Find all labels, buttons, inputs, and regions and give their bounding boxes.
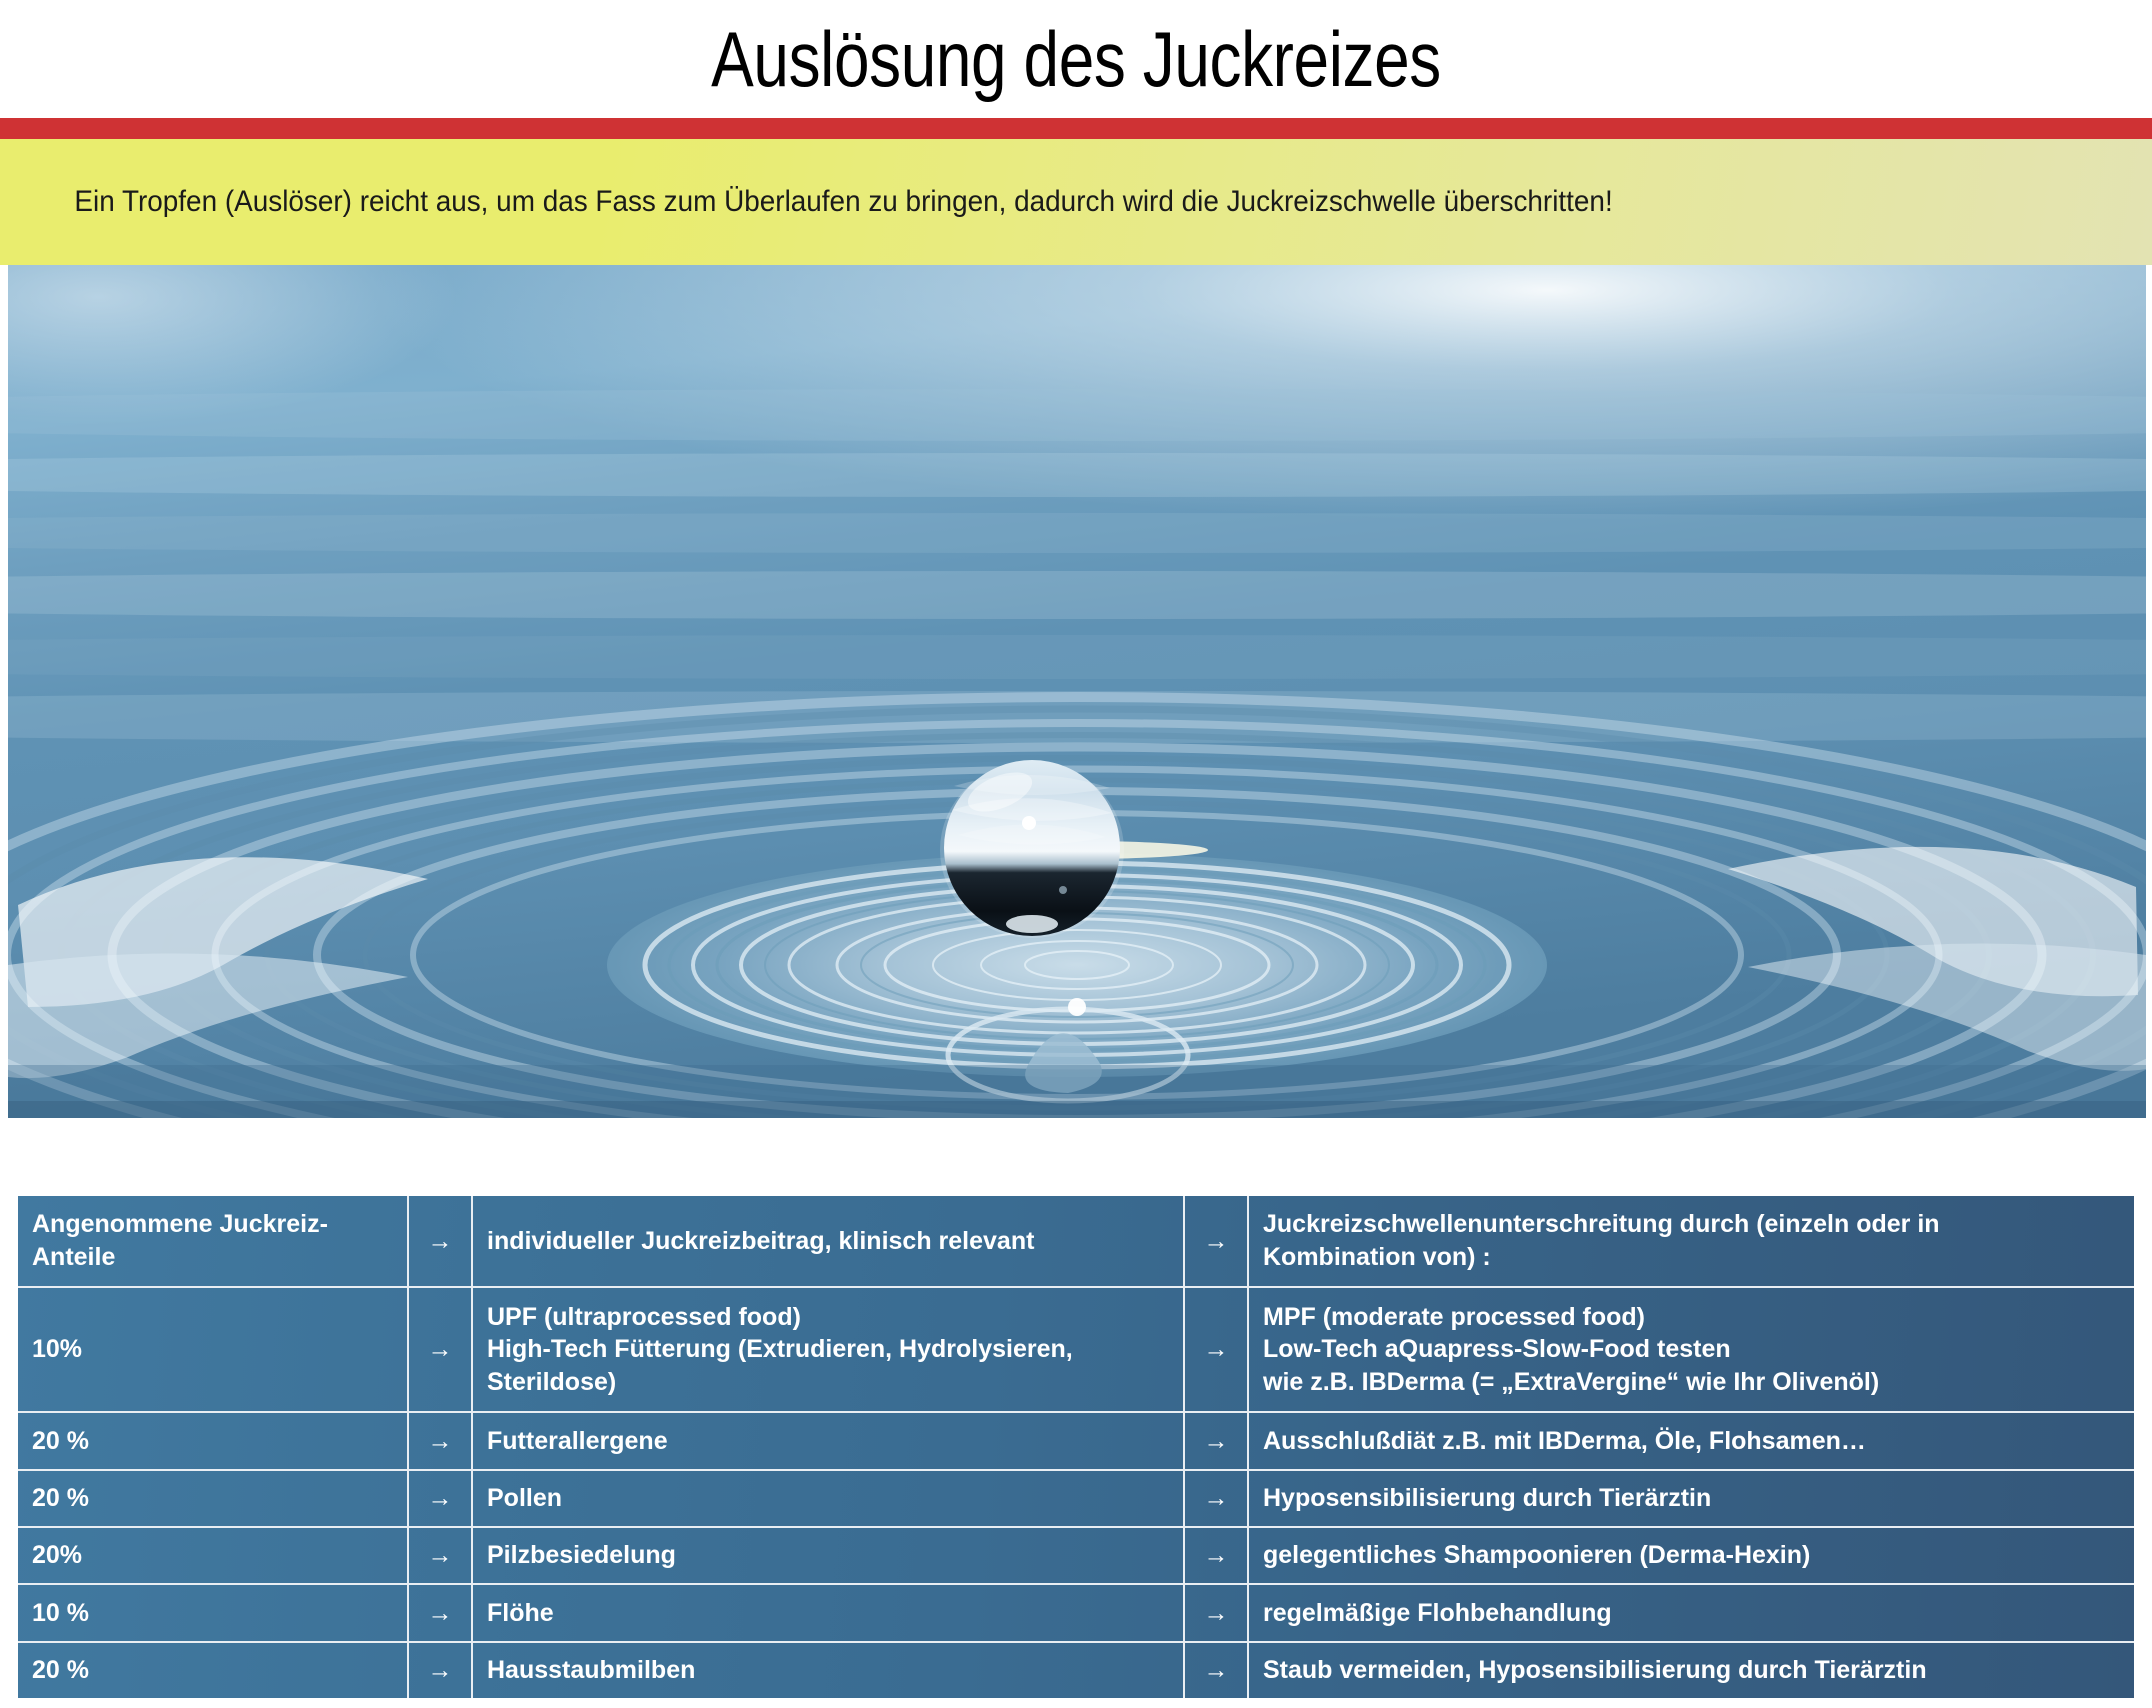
header-cell-share: Angenommene Juckreiz-Anteile: [18, 1196, 408, 1287]
page-title: Auslösung des Juckreizes: [711, 15, 1441, 103]
cell-remedy: Ausschlußdiät z.B. mit IBDerma, Öle, Flohsamen…: [1248, 1412, 2134, 1469]
table-row: [18, 1527, 2134, 1584]
arrow-icon: →: [408, 1642, 472, 1698]
cell-remedy: Staub vermeiden, Hyposensibilisierung durch Tierärztin: [1263, 1656, 1927, 1685]
cell-cause: Flöhe: [472, 1584, 1184, 1641]
cause-line: Sterildose): [487, 1367, 617, 1396]
arrow-icon: →: [1184, 1642, 1248, 1698]
remedy-line: Low-Tech aQuapress-Slow-Food testen: [1263, 1335, 1731, 1364]
itch-trigger-table: [18, 1196, 2134, 1698]
cell-remedy: Hyposensibilisierung durch Tierärztin: [1248, 1470, 2134, 1527]
table-row: [18, 1287, 2134, 1413]
cell-share: 20 %: [18, 1470, 408, 1527]
arrow-icon: →: [1184, 1287, 1248, 1413]
table-row: [18, 1642, 2134, 1698]
arrow-icon: →: [1184, 1196, 1248, 1287]
arrow-icon: →: [1184, 1412, 1248, 1469]
cell-share: 20 %: [18, 1412, 408, 1469]
cell-share: 20%: [18, 1527, 408, 1584]
cell-cause: [472, 1287, 1184, 1413]
arrow-icon: →: [408, 1527, 472, 1584]
arrow-icon: →: [408, 1470, 472, 1527]
header-remedy-line-1: Juckreizschwellenunterschreitung durch (einzeln oder in: [1263, 1210, 1940, 1239]
table-row: [18, 1470, 2134, 1527]
arrow-icon: →: [408, 1196, 472, 1287]
cell-remedy: [1248, 1287, 2134, 1413]
arrow-icon: →: [408, 1584, 472, 1641]
cell-share: 20 %: [18, 1642, 408, 1698]
cell-share: 10%: [18, 1287, 408, 1413]
table-body: [18, 1196, 2134, 1698]
arrow-icon: →: [1184, 1470, 1248, 1527]
cell-share: 10 %: [18, 1584, 408, 1641]
arrow-icon: →: [408, 1287, 472, 1413]
water-drop-illustration: [8, 265, 2146, 1118]
cell-cause: Pollen: [472, 1470, 1184, 1527]
remedy-line: MPF (moderate processed food): [1263, 1302, 1645, 1331]
cell-cause: Futterallergene: [472, 1412, 1184, 1469]
header-cell-remedy: [1248, 1196, 2134, 1287]
cell-remedy: gelegentliches Shampoonieren (Derma-Hexin): [1248, 1527, 2134, 1584]
subtitle-band: [0, 139, 2152, 265]
cause-line: High-Tech Fütterung (Extrudieren, Hydrolysieren,: [487, 1335, 1073, 1364]
cell-cause: Pilzbesiedelung: [472, 1527, 1184, 1584]
cell-cause: Hausstaubmilben: [472, 1642, 1184, 1698]
table: [18, 1196, 2134, 1698]
arrow-icon: →: [1184, 1527, 1248, 1584]
arrow-icon: →: [1184, 1584, 1248, 1641]
remedy-line: wie z.B. IBDerma (= „ExtraVergine“ wie Ihr Olivenöl): [1263, 1367, 1880, 1396]
arrow-icon: →: [408, 1412, 472, 1469]
subtitle-text: Ein Tropfen (Auslöser) reicht aus, um das Fass zum Überlaufen zu bringen, dadurch wird die Juckreizschwelle überschritten!: [74, 185, 1613, 218]
water-drop-photo: [8, 265, 2146, 1118]
header-cell-cause: individueller Juckreizbeitrag, klinisch relevant: [472, 1196, 1184, 1287]
header-remedy-line-2: Kombination von) :: [1263, 1242, 1491, 1271]
cause-line: UPF (ultraprocessed food): [487, 1302, 801, 1331]
cell-remedy: regelmäßige Flohbehandlung: [1248, 1584, 2134, 1641]
table-row: [18, 1412, 2134, 1469]
accent-divider: [0, 118, 2152, 139]
table-header-row: [18, 1196, 2134, 1287]
table-row: [18, 1584, 2134, 1641]
